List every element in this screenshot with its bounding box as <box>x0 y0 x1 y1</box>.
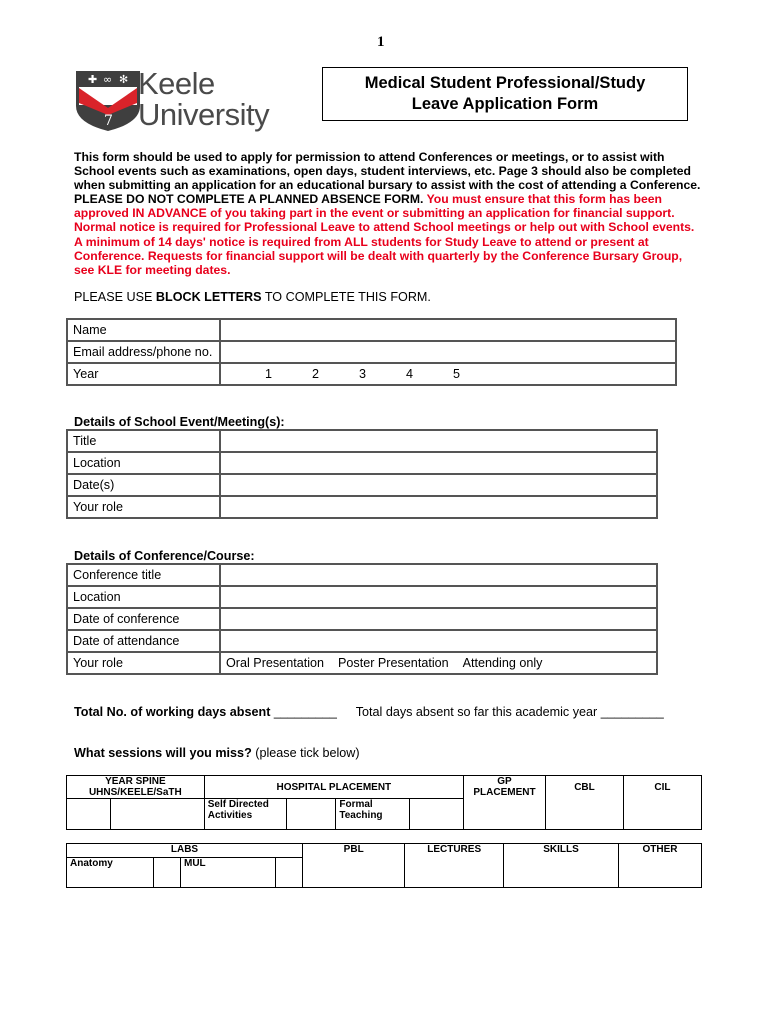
event-location-field[interactable] <box>220 452 657 474</box>
conference-role-options <box>220 652 657 674</box>
year-option-4[interactable]: 4 <box>405 367 413 381</box>
cbl-header: CBL <box>546 776 624 830</box>
form-title: Medical Student Professional/Study Leave Application Form <box>322 67 688 121</box>
svg-text:✚: ✚ <box>88 73 98 86</box>
pbl-header: PBL <box>303 844 405 888</box>
year-option-2[interactable]: 2 <box>311 367 319 381</box>
skills-header: SKILLS <box>504 844 619 888</box>
other-header: OTHER <box>619 844 702 888</box>
anatomy-cell: Anatomy <box>67 858 154 888</box>
intro-black: This form should be used to apply for permission to attend Conferences or meetings, or to assist with School events such as examinations, open days, student interviews, etc. Page 3 should also be completed when submitting an application for an educational bursary to assist with the cost of attending a Conference. PLEASE DO NOT COMPLETE A PLANNED ABSENCE FORM. <box>74 150 701 207</box>
year-option-3[interactable]: 3 <box>358 367 366 381</box>
formal-teaching-tick[interactable] <box>410 799 464 830</box>
conference-title-label: Conference title <box>67 564 220 586</box>
intro-text <box>74 150 704 277</box>
conference-date-label: Date of conference <box>67 608 220 630</box>
conference-location-field[interactable] <box>220 586 657 608</box>
year-spine-tick-1[interactable] <box>67 799 111 830</box>
gp-placement-header: GP PLACEMENT <box>463 776 545 830</box>
conference-title-field[interactable] <box>220 564 657 586</box>
year-spine-tick-2[interactable] <box>110 799 204 830</box>
year-options <box>220 363 676 385</box>
name-label: Name <box>67 319 220 341</box>
mul-tick[interactable] <box>276 858 303 888</box>
logo-university: University <box>138 97 270 132</box>
intro-red: You must ensure that this form has been approved IN ADVANCE of you taking part in the event or submitting an application for financial support. Normal notice is required for Professional Leave to attend School meetings or help out with School events. A minimum of 14 days' notice is required from ALL students for Study Leave to attend or present at Conference. Requests for financial support will be dealt with quarterly by the Conference Bursary Group, see KLE for meeting dates. <box>74 192 695 277</box>
conference-location-label: Location <box>67 586 220 608</box>
hospital-placement-header: HOSPITAL PLACEMENT <box>204 776 463 799</box>
logo-keele: Keele <box>138 66 215 101</box>
school-event-table <box>66 429 658 519</box>
school-event-heading: Details of School Event/Meeting(s): <box>74 415 285 429</box>
sessions-table-1 <box>66 775 702 830</box>
year-spine-header: YEAR SPINE UHNS/KEELE/SaTH <box>67 776 205 799</box>
year-option-5[interactable]: 5 <box>452 367 460 381</box>
conference-heading: Details of Conference/Course: <box>74 549 255 563</box>
cil-header: CIL <box>623 776 701 830</box>
poster-presentation-option[interactable]: Poster Presentation <box>338 656 449 670</box>
event-location-label: Location <box>67 452 220 474</box>
event-title-field[interactable] <box>220 430 657 452</box>
event-role-label: Your role <box>67 496 220 518</box>
shield-icon <box>74 70 142 132</box>
oral-presentation-option[interactable]: Oral Presentation <box>226 656 325 670</box>
page-number: 1 <box>377 34 385 50</box>
personal-details-table <box>66 318 677 386</box>
days-so-far-field[interactable]: _________ <box>600 705 664 719</box>
labs-header: LABS <box>67 844 303 858</box>
block-letters-instruction: PLEASE USE BLOCK LETTERS TO COMPLETE THIS FORM. <box>74 290 431 304</box>
self-directed-tick[interactable] <box>286 799 336 830</box>
lectures-header: LECTURES <box>405 844 504 888</box>
self-directed-cell: Self Directed Activities <box>204 799 286 830</box>
year-label: Year <box>67 363 220 385</box>
event-dates-label: Date(s) <box>67 474 220 496</box>
keele-university-logo <box>74 66 274 132</box>
sessions-heading: What sessions will you miss? (please tick below) <box>74 746 360 760</box>
event-role-field[interactable] <box>220 496 657 518</box>
total-days-field[interactable]: _________ <box>273 705 337 719</box>
event-dates-field[interactable] <box>220 474 657 496</box>
attendance-date-field[interactable] <box>220 630 657 652</box>
conference-table <box>66 563 658 675</box>
days-absent-line <box>74 705 664 719</box>
attendance-date-label: Date of attendance <box>67 630 220 652</box>
total-days-label: Total No. of working days absent <box>74 705 271 719</box>
year-option-1[interactable]: 1 <box>264 367 272 381</box>
attending-only-option[interactable]: Attending only <box>462 656 543 670</box>
email-label: Email address/phone no. <box>67 341 220 363</box>
mul-cell: MUL <box>181 858 276 888</box>
conference-date-field[interactable] <box>220 608 657 630</box>
svg-text:✻: ✻ <box>119 73 129 86</box>
formal-teaching-cell: Formal Teaching <box>336 799 410 830</box>
sessions-table-2 <box>66 843 702 888</box>
email-field[interactable] <box>220 341 676 363</box>
conference-role-label: Your role <box>67 652 220 674</box>
name-field[interactable] <box>220 319 676 341</box>
event-title-label: Title <box>67 430 220 452</box>
svg-text:7: 7 <box>104 113 113 129</box>
svg-text:∞: ∞ <box>103 73 113 86</box>
days-so-far-label: Total days absent so far this academic year <box>355 705 598 719</box>
anatomy-tick[interactable] <box>154 858 181 888</box>
